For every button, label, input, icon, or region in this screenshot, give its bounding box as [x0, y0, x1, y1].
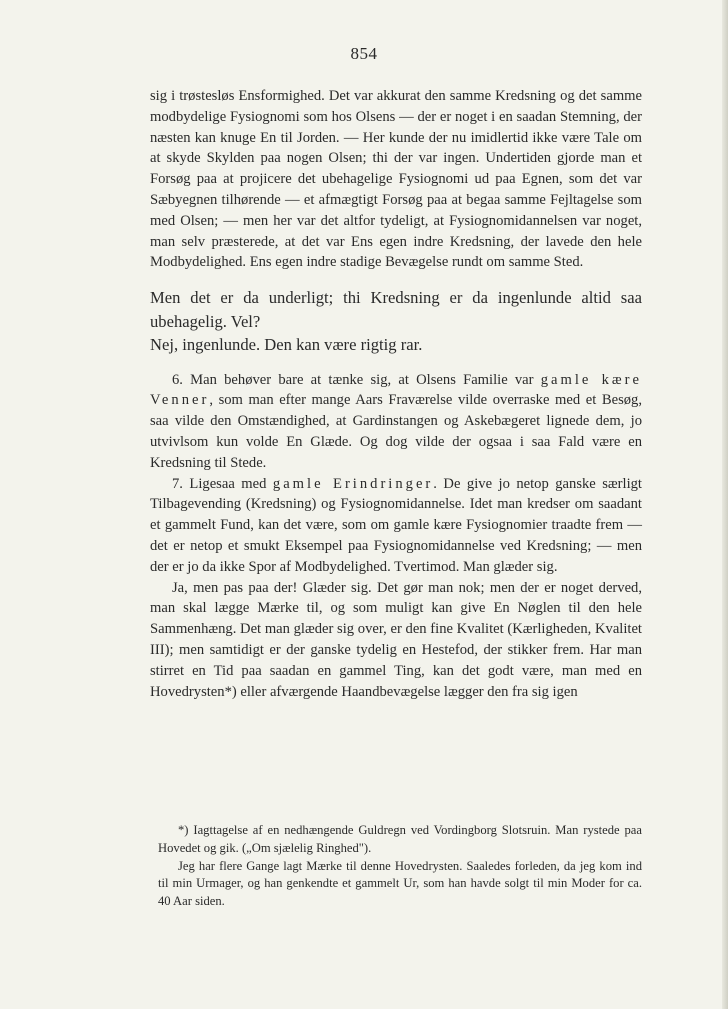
- paragraph-closing: Ja, men pas paa der! Glæder sig. Det gør man nok; men der er noget derved, man skal lægge Mærke til, og som muligt kan give En Nøglen til den hele Sammenhæng. Det man glæder sig over, er den fine Kvalitet (Kærligheden, Kvalitet III); men samtidigt er der ganske tydelig en Hestefod, der stikker frem. Har man stirret en Tid paa saadan en gammel Ting, kan det godt være, man med en Hovedrysten*) eller afværgende Haandbevægelse lægger den fra sig igen: [150, 579, 642, 700]
- footnotes: [158, 822, 642, 911]
- item6-spaced-phrase: gamle kære Venner: [150, 371, 642, 409]
- item6-text-before: 6. Man behøver bare at tænke sig, at Olsens Familie var: [172, 371, 541, 388]
- footnote-1: *) Iagttagelse af en nedhængende Guldregn ved Vordingborg Slotsruin. Man rystede paa Hovedet og gik. („Om sjælelig Ringhed").: [158, 823, 642, 855]
- interlude-block: [150, 286, 642, 357]
- item7-text-after: . De give jo netop ganske særligt Tilbagevending (Kredsning) og Fysiognomidannelse. Idet man kredser om saadant et gammelt Fund, kan det være, som om gamle kære Fysiognomier traadte frem — det er netop et smukt Eksempel paa Fysiognomidannelse ved Kredsning; — men der er jo da ikke Spor af Modbydelighed. Tvertimod. Man glæder sig.: [150, 475, 642, 575]
- item7-text-before: 7. Ligesaa med: [172, 475, 273, 492]
- paragraph-opening: sig i trøstesløs Ensformighed. Det var akkurat den samme Kredsning og det samme modbydelige Fysiognomi som hos Olsens — der er noget i en saadan Stemning, der næsten kan knuge En til Jorden. — Her kunde der nu imidlertid ikke være Tale om at skyde Skylden paa nogen Olsen; thi der var ingen. Undertiden gjorde man et Forsøg paa at projicere det ubehagelige Fysiognomi ud paa Egnen, som det var Sæbyegnen tilhørende — et afmægtigt Forsøg paa at begaa samme Fejltagelse som med Olsen; — men her var det altfor tydeligt, at Fysiognomidannelsen var noget, man selv præsterede, at det var Ens egen indre Kredsning, der lavede den hele Modbydelighed. Ens egen indre stadige Bevægelse rundt om samme Sted.: [150, 88, 642, 271]
- interlude-question: Men det er da underligt; thi Kredsning er da ingenlunde altid saa ubehagelig. Vel?: [150, 288, 642, 331]
- paragraph-item-6: [150, 370, 642, 474]
- paragraph-item-7: [150, 474, 642, 578]
- page-number: 854: [350, 44, 378, 63]
- interlude-answer: Nej, ingenlunde. Den kan være rigtig rar.: [150, 335, 423, 355]
- body-text: [150, 86, 642, 702]
- footnote-2: Jeg har flere Gange lagt Mærke til denne Hovedrysten. Saaledes forleden, da jeg kom ind til min Urmager, og han genkendte et gammelt Ur, som han havde solgt til min Moder for ca. 40 Aar siden.: [158, 858, 642, 909]
- item6-text-after: , som man efter mange Aars Fraværelse vilde overraske med et Besøg, saa vilde den Omstændighed, at Gardinstangen og Askebægeret lignede dem, jo utvivlsom kun volde En Glæde. Og dog vilde der ogsaa i saa Fald være en Kredsning til Stede.: [150, 392, 642, 471]
- page-edge-shadow: [722, 0, 728, 1009]
- item7-spaced-phrase: gamle Erindringer: [272, 475, 434, 492]
